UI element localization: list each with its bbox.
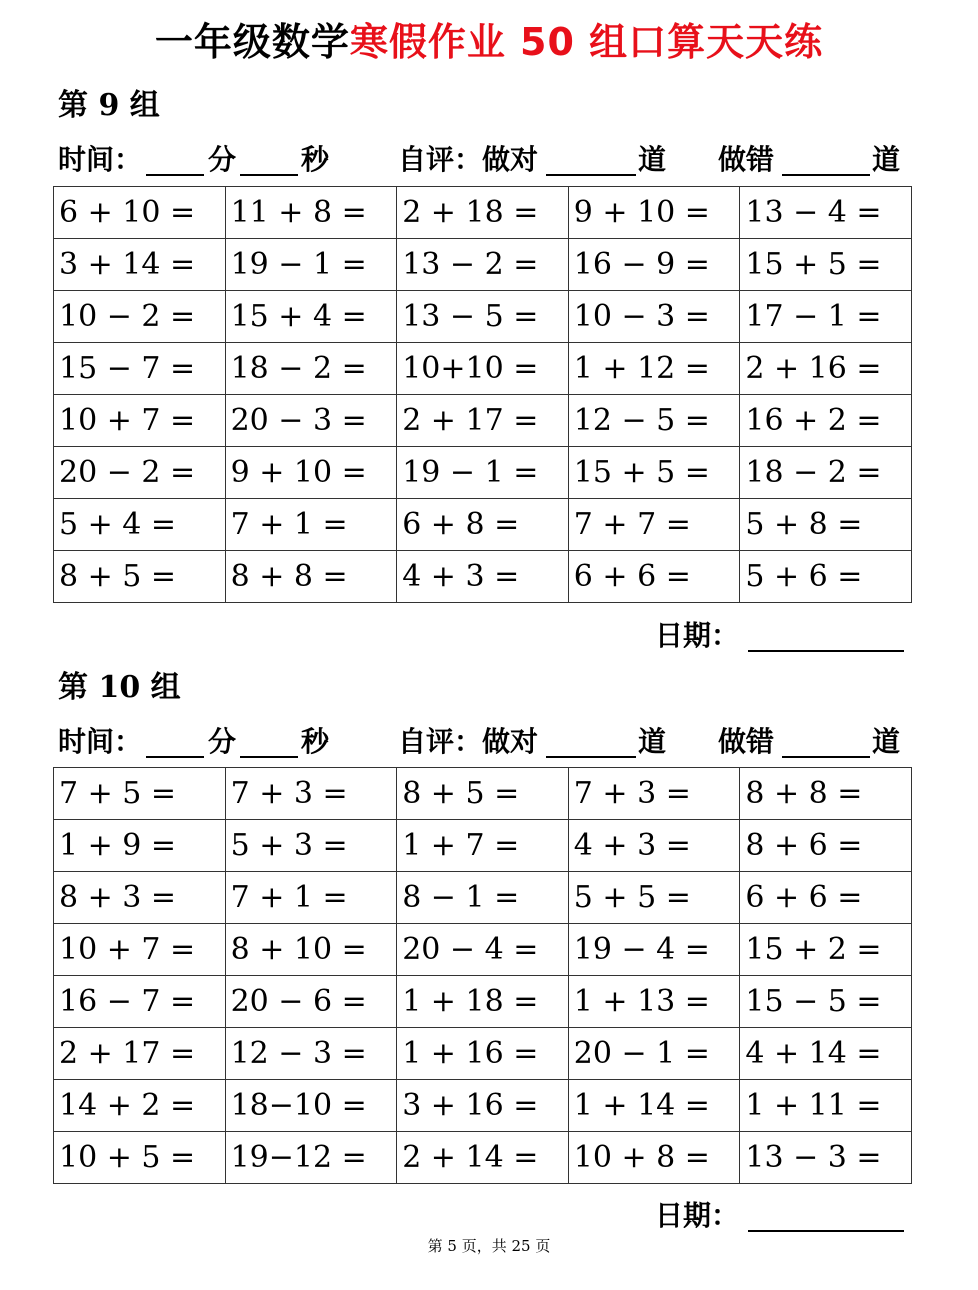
problem-cell: 1 + 12 = — [568, 343, 740, 395]
table-row — [54, 1028, 912, 1080]
problem-cell: 2 + 16 = — [740, 343, 912, 395]
problem-cell: 15 + 5 = — [740, 239, 912, 291]
problem-cell: 8 + 8 = — [225, 551, 397, 603]
minutes-label: 分 — [208, 143, 237, 176]
date-line — [655, 616, 910, 656]
problem-cell: 16 − 9 = — [568, 239, 740, 291]
seconds-label: 秒 — [301, 143, 330, 176]
problem-cell: 2 + 18 = — [397, 187, 569, 239]
problem-cell: 15 + 5 = — [568, 447, 740, 499]
problem-cell: 18 − 2 = — [740, 447, 912, 499]
title-black-part: 一年级数学 — [154, 20, 350, 64]
problem-cell: 10 + 7 = — [54, 924, 226, 976]
table-row — [54, 395, 912, 447]
problem-cell: 10 − 3 = — [568, 291, 740, 343]
wrong-unit: 道 — [872, 725, 901, 758]
date-label: 日期： — [655, 619, 740, 652]
problem-cell: 20 − 2 = — [54, 447, 226, 499]
problem-cell: 7 + 7 = — [568, 499, 740, 551]
problem-cell: 15 − 7 = — [54, 343, 226, 395]
problem-cell: 4 + 3 = — [568, 820, 740, 872]
problem-cell: 5 + 5 = — [568, 872, 740, 924]
problem-cell: 18−10 = — [225, 1080, 397, 1132]
problem-cell: 2 + 17 = — [397, 395, 569, 447]
problem-cell: 1 + 7 = — [397, 820, 569, 872]
problem-cell: 19 − 1 = — [225, 239, 397, 291]
problem-cell: 10+10 = — [397, 343, 569, 395]
problem-cell: 8 − 1 = — [397, 872, 569, 924]
problem-cell: 6 + 8 = — [397, 499, 569, 551]
correct-count-blank — [546, 174, 636, 176]
problem-cell: 20 − 4 = — [397, 924, 569, 976]
table-row — [54, 239, 912, 291]
problem-cell: 20 − 6 = — [225, 976, 397, 1028]
table-row — [54, 187, 912, 239]
minutes-blank — [146, 756, 204, 758]
page-footer: 第 5 页，共 25 页 — [427, 1237, 551, 1255]
problem-cell: 17 − 1 = — [740, 291, 912, 343]
date-line — [655, 1196, 910, 1236]
problem-cell: 1 + 16 = — [397, 1028, 569, 1080]
problem-cell: 7 + 1 = — [225, 872, 397, 924]
problem-cell: 16 + 2 = — [740, 395, 912, 447]
date-label: 日期： — [655, 1199, 740, 1232]
info-line — [58, 722, 918, 762]
problem-cell: 13 − 4 = — [740, 187, 912, 239]
date-blank — [748, 650, 904, 652]
problem-cell: 12 − 5 = — [568, 395, 740, 447]
seconds-blank — [240, 756, 298, 758]
problem-cell: 6 + 10 = — [54, 187, 226, 239]
table-row — [54, 820, 912, 872]
problem-cell: 20 − 1 = — [568, 1028, 740, 1080]
problem-cell: 1 + 14 = — [568, 1080, 740, 1132]
self-eval-label: 自评：做对 — [398, 725, 539, 758]
problem-cell: 19 − 4 = — [568, 924, 740, 976]
problem-cell: 2 + 14 = — [397, 1132, 569, 1184]
problem-cell: 10 − 2 = — [54, 291, 226, 343]
problem-cell: 10 + 8 = — [568, 1132, 740, 1184]
problem-cell: 15 + 4 = — [225, 291, 397, 343]
table-row — [54, 499, 912, 551]
problem-cell: 5 + 4 = — [54, 499, 226, 551]
problem-cell: 13 − 3 = — [740, 1132, 912, 1184]
problem-cell: 1 + 9 = — [54, 820, 226, 872]
correct-unit: 道 — [638, 143, 667, 176]
seconds-label: 秒 — [301, 725, 330, 758]
problem-cell: 6 + 6 = — [568, 551, 740, 603]
problem-cell: 15 + 2 = — [740, 924, 912, 976]
problem-cell: 16 − 7 = — [54, 976, 226, 1028]
table-row — [54, 447, 912, 499]
problem-cell: 19−12 = — [225, 1132, 397, 1184]
table-row — [54, 924, 912, 976]
problem-cell: 6 + 6 = — [740, 872, 912, 924]
wrong-count-blank — [782, 174, 870, 176]
problem-cell: 19 − 1 = — [397, 447, 569, 499]
problem-cell: 10 + 7 = — [54, 395, 226, 447]
group-10-rows — [54, 768, 912, 1184]
info-line — [58, 140, 918, 180]
problem-cell: 8 + 10 = — [225, 924, 397, 976]
problem-cell: 1 + 18 = — [397, 976, 569, 1028]
problem-cell: 10 + 5 = — [54, 1132, 226, 1184]
table-row — [54, 768, 912, 820]
time-label: 时间： — [58, 725, 143, 758]
problem-cell: 13 − 2 = — [397, 239, 569, 291]
problem-cell: 2 + 17 = — [54, 1028, 226, 1080]
problem-cell: 8 + 5 = — [54, 551, 226, 603]
table-row — [54, 1080, 912, 1132]
table-row — [54, 976, 912, 1028]
problem-cell: 13 − 5 = — [397, 291, 569, 343]
problem-cell: 12 − 3 = — [225, 1028, 397, 1080]
correct-count-blank — [546, 756, 636, 758]
minutes-label: 分 — [208, 725, 237, 758]
problem-cell: 7 + 1 = — [225, 499, 397, 551]
table-row — [54, 291, 912, 343]
problems-table — [53, 186, 912, 603]
title-red-part: 寒假作业 50 组口算天天练 — [349, 20, 824, 64]
problem-cell: 8 + 5 = — [397, 768, 569, 820]
seconds-blank — [240, 174, 298, 176]
problem-cell: 7 + 5 = — [54, 768, 226, 820]
problem-cell: 14 + 2 = — [54, 1080, 226, 1132]
worksheet-title — [0, 18, 978, 66]
problem-cell: 3 + 14 = — [54, 239, 226, 291]
wrong-unit: 道 — [872, 143, 901, 176]
problem-cell: 1 + 13 = — [568, 976, 740, 1028]
self-eval-label: 自评：做对 — [398, 143, 539, 176]
group-9-rows — [54, 187, 912, 603]
correct-unit: 道 — [638, 725, 667, 758]
table-row — [54, 872, 912, 924]
table-row — [54, 343, 912, 395]
problem-cell: 1 + 11 = — [740, 1080, 912, 1132]
problem-cell: 8 + 3 = — [54, 872, 226, 924]
problem-cell: 5 + 3 = — [225, 820, 397, 872]
problem-cell: 7 + 3 = — [225, 768, 397, 820]
group-label: 第 10 组 — [58, 670, 181, 705]
wrong-label: 做错 — [718, 143, 775, 176]
problem-cell: 5 + 8 = — [740, 499, 912, 551]
problem-cell: 4 + 3 = — [397, 551, 569, 603]
problem-cell: 7 + 3 = — [568, 768, 740, 820]
group-label: 第 9 组 — [58, 88, 160, 123]
problem-cell: 9 + 10 = — [568, 187, 740, 239]
problem-cell: 9 + 10 = — [225, 447, 397, 499]
problem-cell: 8 + 8 = — [740, 768, 912, 820]
problem-cell: 20 − 3 = — [225, 395, 397, 447]
problem-cell: 8 + 6 = — [740, 820, 912, 872]
wrong-count-blank — [782, 756, 870, 758]
time-label: 时间： — [58, 143, 143, 176]
problem-cell: 5 + 6 = — [740, 551, 912, 603]
table-row — [54, 1132, 912, 1184]
problem-cell: 3 + 16 = — [397, 1080, 569, 1132]
problem-cell: 18 − 2 = — [225, 343, 397, 395]
table-row — [54, 551, 912, 603]
problem-cell: 4 + 14 = — [740, 1028, 912, 1080]
problem-cell: 11 + 8 = — [225, 187, 397, 239]
problems-table — [53, 767, 912, 1184]
minutes-blank — [146, 174, 204, 176]
wrong-label: 做错 — [718, 725, 775, 758]
date-blank — [748, 1230, 904, 1232]
problem-cell: 15 − 5 = — [740, 976, 912, 1028]
